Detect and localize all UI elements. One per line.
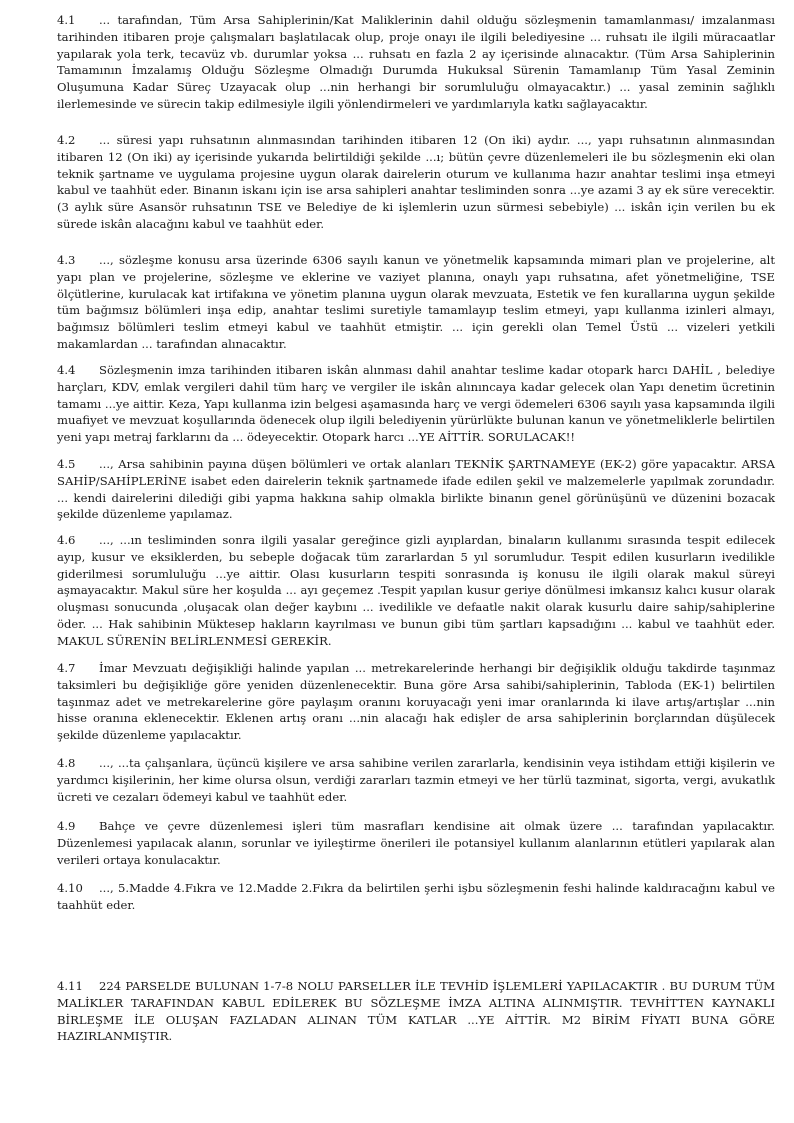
- clause-text: ..., Arsa sahibinin payına düşen bölümleri ve ortak alanları TEKNİK ŞARTNAMEYE (EK-2) göre yapacaktır. ARSA SAHİP/SAHİPLERİNE isabet eden dairelerin teknik şartnamede ifade edilen şekil ve malzemelerle yapılmak zorundadır. ... kendi dairelerini dilediği gibi yapma hakkına sahip olmakla birlikte binanın genel görünüşünü ve düzenini bozacak şekilde düzenleme yapılamaz.: [57, 457, 775, 522]
- clause-number: 4.6: [57, 533, 76, 547]
- clause-number: 4.5: [57, 457, 76, 471]
- clause-4-9: [57, 818, 775, 868]
- clause-4-8: [57, 755, 775, 805]
- clause-text: ..., sözleşme konusu arsa üzerinde 6306 sayılı kanun ve yönetmelik kapsamında mimari plan ve projelerine, alt yapı plan ve projelerine, sözleşme ve eklerine ve vaziyet planına, onaylı yapı ruhsatına, afet yönetmeliğine, TSE ölçütlerine, kurulacak kat irtifakına ve yönetim planına uygun olarak mevzuata, Estetik ve fen kurallarına uygun şekilde tüm bağımsız bölümleri inşa edip, anahtar teslimi suretiyle tamamlayıp teslim etmeyi, yapı kullanma izinleri almayı, bağımsız bölümleri teslim etmeyi kabul ve taahhüt etmiştir. ... için gerekli olan Temel Üstü ... vizeleri yetkili makamlardan ... tarafından alınacaktır.: [57, 253, 775, 351]
- clause-text: ... süresi yapı ruhsatının alınmasından tarihinden itibaren 12 (On iki) aydır. ..., yapı ruhsatının alınmasından itibaren 12 (On iki) ay içerisinde yukarıda belirtildiği şekilde ...ı; bütün çevre düzenlemeleri ile bu sözleşmenin eki olan teknik şartname ve uygulama projesine uygun olarak dairelerin oturum ve kullanıma hazır anahtar teslimi inşa etmeyi kabul ve taahhüt eder. Binanın iskanı için ise arsa sahipleri anahtar tesliminden sonra ...ye azami 3 ay ek süre verecektir. (3 aylık süre Asansör ruhsatının TSE ve Belediye de ki işlemlerin uzun sürmesi sebebiyle) ... iskân için verilen bu ek sürede iskân alacağını kabul ve taahhüt eder.: [57, 133, 775, 231]
- clause-text: 224 PARSELDE BULUNAN 1-7-8 NOLU PARSELLER İLE TEVHİD İŞLEMLERİ YAPILACAKTIR . BU DURUM TÜM MALİKLER TARAFINDAN KABUL EDİLEREK BU SÖZLEŞME İMZA ALTINA ALINMIŞTIR. TEVHİTTEN KAYNAKLI BİRLEŞME İLE OLUŞAN FAZLADAN ALINAN TÜM KATLAR ...YE AİTTİR. M2 BİRİM FİYATI BUNA GÖRE HAZIRLANMIŞTIR.: [57, 979, 775, 1044]
- clause-number: 4.10: [57, 881, 83, 895]
- clause-number: 4.11: [57, 979, 83, 993]
- clause-number: 4.1: [57, 13, 76, 27]
- clause-number: 4.8: [57, 756, 76, 770]
- clause-4-6: [57, 532, 775, 650]
- clause-4-5: [57, 456, 775, 523]
- clause-text: İmar Mevzuatı değişikliği halinde yapılan ... metrekarelerinde herhangi bir değişiklik olduğu takdirde taşınmaz taksimleri bu değişikliğe göre yeniden düzenlenecektir. Buna göre Arsa sahibi/sahiplerinin, Tabloda (EK-1) belirtilen taşınmaz adet ve metrekarelerine göre paylaşım oranını koruyacağı yeni imar oranlarında ki ilave artış/artışlar ...nin hisse oranına eklenecektir. Eklenen artış oranı ...nin alacağı hak edişler de arsa sahiplerinin borçlarından düşülecek şekilde düzenleme yapılacaktır.: [57, 661, 775, 743]
- clause-4-2: [57, 132, 775, 233]
- clause-number: 4.7: [57, 661, 76, 675]
- clause-number: 4.2: [57, 133, 76, 147]
- clause-4-3: [57, 252, 775, 353]
- clause-text: Sözleşmenin imza tarihinden itibaren iskân alınması dahil anahtar teslime kadar otopark harcı DAHİL , belediye harçları, KDV, emlak vergileri dahil tüm harç ve vergiler ile iskân alınıncaya kadar gelecek olan Yapı denetim ücretinin tamamı ...ye aittir. Keza, Yapı kullanma izin belgesi aşamasında harç ve vergi ödemeleri 6306 sayılı yasa kapsamında ilgili muafiyet ve mevzuat koşullarında ödenecek olup ilgili belediyenin yürürlükte bulunan kanun ve yönetmeliklerle belirtilen yeni yapı metraj farklarını da ... ödeyecektir. Otopark harcı ...YE AİTTİR. SORULACAK!!: [57, 363, 775, 445]
- clause-4-4: [57, 362, 775, 446]
- clause-text: ... tarafından, Tüm Arsa Sahiplerinin/Kat Maliklerinin dahil olduğu sözleşmenin tamamlanması/ imzalanması tarihinden itibaren proje çalışmaları başlatılacak olup, proje onayı ile ilgili belediyesine ... ruhsatı ile ilgili müracaatlar yapılarak yola terk, tecavüz vb. durumlar yoksa ... ruhsatı en fazla 2 ay içerisinde alınacaktır. (Tüm Arsa Sahiplerinin Tamamının İmzalamış Olduğu Sözleşme Olmadığı Durumda Hukuksal Sürenin Tamamlanıp Tüm Yasal Zeminin Oluşumuna Kadar Süreç Uzayacak olup ...nin herhangi bir sorumluluğu olmayacaktır.) ... yasal zeminin sağlıklı ilerlemesinde ve sürecin takip edilmesiyle ilgili yönlendirmeleri ve yardımlarıyla katkı sağlayacaktır.: [57, 13, 775, 111]
- clause-4-10: [57, 880, 775, 914]
- clause-text: ..., 5.Madde 4.Fıkra ve 12.Madde 2.Fıkra da belirtilen şerhi işbu sözleşmenin feshi halinde kaldıracağını kabul ve taahhüt eder.: [57, 881, 775, 912]
- clause-4-1: [57, 12, 775, 113]
- clause-number: 4.4: [57, 363, 76, 377]
- clause-4-11: [57, 978, 775, 1045]
- clause-text: Bahçe ve çevre düzenlemesi işleri tüm masrafları kendisine ait olmak üzere ... tarafından yapılacaktır. Düzenlemesi yapılacak alanın, sorunlar ve iyileştirme önerileri ile potansiyel kullanım alanlarının etütleri yapılarak alan verileri ortaya konulacaktır.: [57, 819, 775, 867]
- clause-4-7: [57, 660, 775, 744]
- clause-number: 4.3: [57, 253, 76, 267]
- clause-number: 4.9: [57, 819, 76, 833]
- clause-text: ..., ...ta çalışanlara, üçüncü kişilere ve arsa sahibine verilen zararlarla, kendisinin veya istihdam ettiği kişilerin ve yardımcı kişilerinin, her kime olursa olsun, verdiği zararları tazmin etmeyi ve her türlü tazminat, sigorta, vergi, avukatlık ücreti ve cezaları ödemeyi kabul ve taahhüt eder.: [57, 756, 775, 804]
- clause-text: ..., ...ın tesliminden sonra ilgili yasalar gereğince gizli ayıplardan, binaların kullanımı sırasında tespit edilecek ayıp, kusur ve eksiklerden, bu sebeple doğacak tüm zararlardan 5 yıl sorumludur. Tespit edilen kusurların ivedilikle giderilmesi sorumluluğu ...ye aittir. Olası kusurların tespiti sonrasında iş konusu ile ilgili olarak makul süreyi aşmayacaktır. Makul süre her koşulda ... ayı geçemez .Tespit yapılan kusur geriye dönülmesi imkansız kalıcı kusur olarak oluşması sonucunda ,oluşacak olan değer kaybını ... ivedilikle ve defaatle nakit olarak kusurlu daire sahip/sahiplerine öder. ... Hak sahibinin Müktesep hakların kayrılması ve bunun gibi tüm şartları kapsadığını ... kabul ve taahhüt eder. MAKUL SÜRENİN BELİRLENMESİ GEREKİR.: [57, 533, 775, 648]
